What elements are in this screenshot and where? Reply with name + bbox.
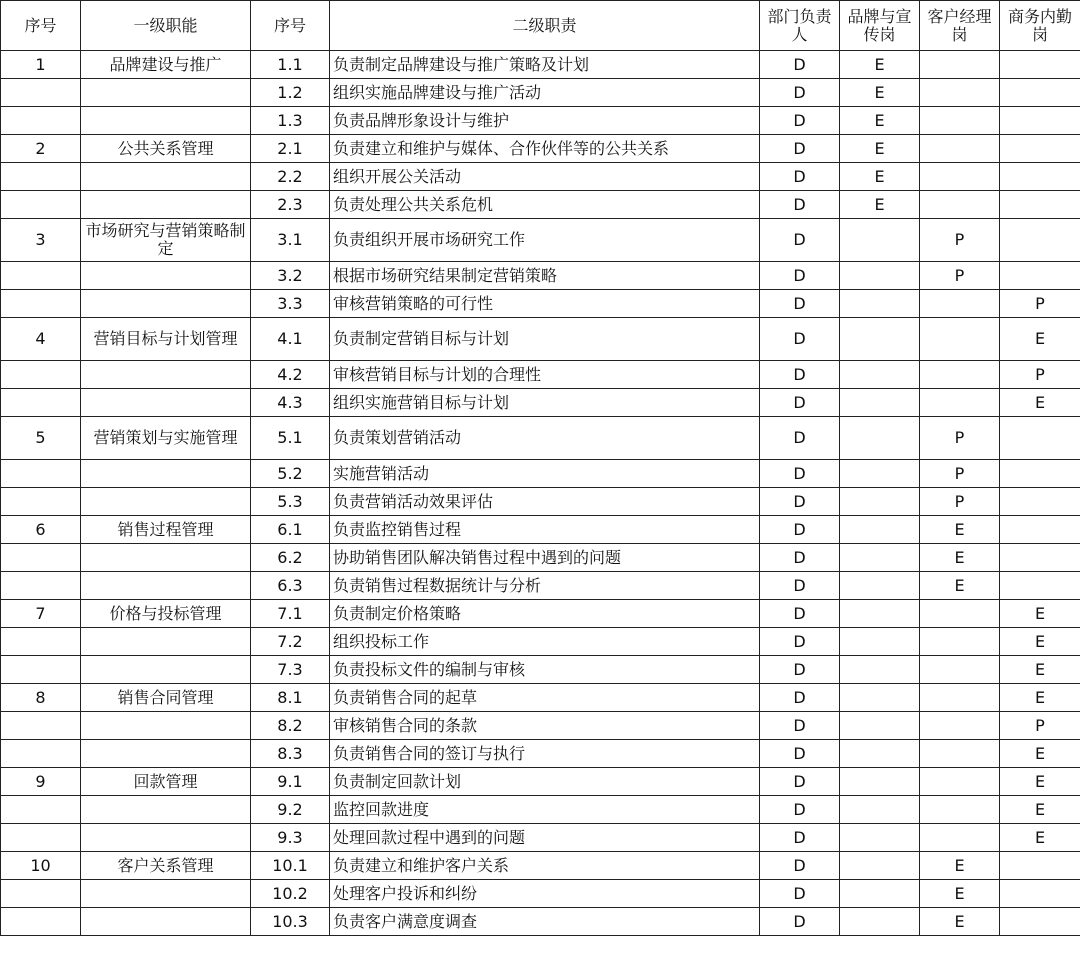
cell-secondary-duty: 负责建立和维护与媒体、合作伙伴等的公共关系 [330,135,760,163]
cell-secondary-seq: 4.1 [251,318,330,361]
cell-role-business-support: E [1000,656,1080,684]
cell-secondary-duty: 监控回款进度 [330,796,760,824]
cell-secondary-seq: 9.1 [251,768,330,796]
cell-primary-seq: 6 [1,516,81,544]
cell-secondary-seq: 4.3 [251,389,330,417]
cell-role-brand [840,768,920,796]
cell-secondary-duty: 负责制定营销目标与计划 [330,318,760,361]
cell-primary-function [81,880,251,908]
cell-primary-function [81,628,251,656]
table-row [1,796,1080,824]
cell-role-brand: E [840,51,920,79]
cell-secondary-seq: 8.3 [251,740,330,768]
cell-secondary-duty: 负责投标文件的编制与审核 [330,656,760,684]
cell-primary-function: 品牌建设与推广 [81,51,251,79]
table-row [1,191,1080,219]
cell-role-brand [840,219,920,262]
cell-role-account-manager [920,135,1000,163]
cell-secondary-duty: 负责策划营销活动 [330,417,760,460]
cell-primary-seq [1,488,81,516]
cell-role-department-head: D [760,135,840,163]
cell-role-account-manager [920,361,1000,389]
table-row [1,684,1080,712]
cell-role-account-manager [920,318,1000,361]
cell-primary-seq: 9 [1,768,81,796]
cell-secondary-duty: 负责销售合同的起草 [330,684,760,712]
cell-secondary-seq: 8.1 [251,684,330,712]
cell-secondary-duty: 处理回款过程中遇到的问题 [330,824,760,852]
cell-role-business-support [1000,135,1080,163]
header-primary-function: 一级职能 [81,1,251,51]
cell-primary-seq [1,290,81,318]
cell-primary-function [81,824,251,852]
cell-role-department-head: D [760,516,840,544]
cell-secondary-seq: 2.3 [251,191,330,219]
cell-role-business-support [1000,880,1080,908]
cell-role-department-head: D [760,417,840,460]
cell-secondary-duty: 负责组织开展市场研究工作 [330,219,760,262]
cell-role-account-manager: E [920,908,1000,936]
table-row [1,768,1080,796]
cell-primary-function: 价格与投标管理 [81,600,251,628]
cell-secondary-seq: 6.2 [251,544,330,572]
cell-primary-seq: 5 [1,417,81,460]
cell-role-brand [840,361,920,389]
cell-role-department-head: D [760,262,840,290]
cell-primary-function [81,572,251,600]
cell-role-business-support [1000,544,1080,572]
cell-role-account-manager: E [920,516,1000,544]
cell-primary-function: 回款管理 [81,768,251,796]
cell-role-brand [840,572,920,600]
cell-primary-seq [1,796,81,824]
cell-role-business-support [1000,163,1080,191]
cell-primary-seq: 7 [1,600,81,628]
cell-role-brand [840,656,920,684]
cell-role-account-manager [920,796,1000,824]
cell-secondary-duty: 负责客户满意度调查 [330,908,760,936]
cell-secondary-duty: 组织实施品牌建设与推广活动 [330,79,760,107]
cell-role-account-manager [920,191,1000,219]
cell-secondary-duty: 负责制定品牌建设与推广策略及计划 [330,51,760,79]
cell-role-department-head: D [760,628,840,656]
cell-primary-seq [1,740,81,768]
cell-primary-function [81,740,251,768]
cell-primary-function: 营销策划与实施管理 [81,417,251,460]
cell-primary-function [81,191,251,219]
cell-primary-seq [1,880,81,908]
table-row [1,107,1080,135]
cell-secondary-seq: 9.2 [251,796,330,824]
cell-secondary-duty: 负责处理公共关系危机 [330,191,760,219]
cell-role-department-head: D [760,572,840,600]
cell-role-account-manager [920,628,1000,656]
cell-primary-seq [1,544,81,572]
cell-secondary-seq: 4.2 [251,361,330,389]
cell-secondary-duty: 审核销售合同的条款 [330,712,760,740]
cell-role-business-support: E [1000,768,1080,796]
cell-secondary-seq: 8.2 [251,712,330,740]
cell-primary-function: 销售合同管理 [81,684,251,712]
cell-primary-function [81,796,251,824]
cell-primary-seq [1,460,81,488]
cell-role-brand: E [840,163,920,191]
cell-primary-seq: 10 [1,852,81,880]
cell-role-department-head: D [760,768,840,796]
cell-role-business-support [1000,417,1080,460]
cell-role-brand [840,852,920,880]
table-header-row [1,1,1080,51]
cell-role-account-manager [920,712,1000,740]
cell-role-department-head: D [760,79,840,107]
cell-role-department-head: D [760,107,840,135]
cell-secondary-seq: 10.1 [251,852,330,880]
table-row [1,163,1080,191]
cell-primary-function [81,79,251,107]
cell-role-department-head: D [760,318,840,361]
cell-primary-seq [1,107,81,135]
cell-role-account-manager [920,107,1000,135]
cell-secondary-duty: 审核营销策略的可行性 [330,290,760,318]
cell-primary-function: 客户关系管理 [81,852,251,880]
cell-role-brand [840,318,920,361]
cell-secondary-duty: 协助销售团队解决销售过程中遇到的问题 [330,544,760,572]
cell-secondary-duty: 审核营销目标与计划的合理性 [330,361,760,389]
cell-role-business-support: E [1000,796,1080,824]
header-seq-primary: 序号 [1,1,81,51]
cell-primary-seq: 1 [1,51,81,79]
cell-primary-function [81,163,251,191]
cell-role-brand: E [840,79,920,107]
table-row [1,824,1080,852]
cell-primary-function [81,262,251,290]
cell-secondary-seq: 3.3 [251,290,330,318]
header-role-department-head: 部门负责人 [760,1,840,51]
cell-role-brand [840,880,920,908]
cell-role-account-manager [920,600,1000,628]
cell-primary-function [81,488,251,516]
cell-role-brand [840,389,920,417]
table-row [1,908,1080,936]
cell-secondary-seq: 2.1 [251,135,330,163]
cell-primary-seq [1,389,81,417]
cell-role-business-support: E [1000,318,1080,361]
cell-primary-function: 公共关系管理 [81,135,251,163]
cell-secondary-seq: 10.3 [251,908,330,936]
cell-role-brand [840,740,920,768]
cell-role-department-head: D [760,740,840,768]
table-row [1,488,1080,516]
table-row [1,290,1080,318]
cell-role-business-support [1000,79,1080,107]
cell-role-business-support: P [1000,290,1080,318]
header-seq-secondary: 序号 [251,1,330,51]
table-row [1,135,1080,163]
cell-role-business-support: P [1000,361,1080,389]
cell-role-department-head: D [760,488,840,516]
cell-role-business-support [1000,852,1080,880]
cell-role-department-head: D [760,191,840,219]
cell-secondary-seq: 1.2 [251,79,330,107]
cell-primary-function: 营销目标与计划管理 [81,318,251,361]
cell-role-brand [840,516,920,544]
cell-role-account-manager: E [920,852,1000,880]
cell-role-business-support: P [1000,712,1080,740]
cell-secondary-seq: 7.1 [251,600,330,628]
cell-primary-function [81,712,251,740]
table-row [1,516,1080,544]
cell-role-account-manager: P [920,262,1000,290]
cell-role-department-head: D [760,460,840,488]
cell-primary-seq [1,712,81,740]
cell-role-business-support: E [1000,389,1080,417]
cell-primary-seq [1,824,81,852]
table-row [1,852,1080,880]
cell-role-account-manager [920,389,1000,417]
cell-role-business-support: E [1000,684,1080,712]
cell-primary-seq [1,361,81,389]
cell-role-department-head: D [760,852,840,880]
cell-secondary-duty: 负责销售过程数据统计与分析 [330,572,760,600]
cell-role-account-manager [920,51,1000,79]
cell-role-department-head: D [760,796,840,824]
cell-role-brand [840,262,920,290]
cell-secondary-duty: 负责品牌形象设计与维护 [330,107,760,135]
cell-secondary-duty: 负责营销活动效果评估 [330,488,760,516]
cell-primary-function [81,908,251,936]
cell-primary-seq [1,191,81,219]
cell-role-account-manager: P [920,460,1000,488]
cell-role-account-manager: P [920,219,1000,262]
table-row [1,572,1080,600]
cell-primary-seq [1,262,81,290]
cell-role-business-support [1000,488,1080,516]
cell-role-brand [840,290,920,318]
cell-role-department-head: D [760,163,840,191]
cell-secondary-seq: 1.3 [251,107,330,135]
cell-role-business-support [1000,908,1080,936]
cell-role-department-head: D [760,824,840,852]
table-row [1,79,1080,107]
cell-role-department-head: D [760,712,840,740]
cell-secondary-duty: 实施营销活动 [330,460,760,488]
cell-primary-seq: 2 [1,135,81,163]
cell-role-department-head: D [760,880,840,908]
cell-primary-seq [1,908,81,936]
cell-primary-seq: 8 [1,684,81,712]
cell-primary-seq [1,572,81,600]
cell-secondary-seq: 3.2 [251,262,330,290]
cell-primary-function [81,656,251,684]
cell-role-business-support [1000,219,1080,262]
cell-role-brand [840,417,920,460]
cell-role-account-manager: E [920,572,1000,600]
cell-secondary-duty: 负责建立和维护客户关系 [330,852,760,880]
cell-role-business-support [1000,460,1080,488]
cell-secondary-seq: 9.3 [251,824,330,852]
cell-secondary-seq: 7.3 [251,656,330,684]
cell-role-account-manager [920,163,1000,191]
cell-secondary-duty: 处理客户投诉和纠纷 [330,880,760,908]
cell-primary-function [81,460,251,488]
cell-role-business-support: E [1000,600,1080,628]
cell-role-business-support [1000,191,1080,219]
cell-secondary-duty: 根据市场研究结果制定营销策略 [330,262,760,290]
cell-role-account-manager [920,656,1000,684]
cell-role-account-manager [920,79,1000,107]
cell-role-account-manager: E [920,880,1000,908]
cell-primary-function [81,107,251,135]
cell-primary-function: 市场研究与营销策略制定 [81,219,251,262]
cell-secondary-seq: 5.1 [251,417,330,460]
table-row [1,219,1080,262]
cell-primary-seq [1,628,81,656]
cell-secondary-seq: 1.1 [251,51,330,79]
cell-role-department-head: D [760,656,840,684]
cell-role-department-head: D [760,361,840,389]
header-role-account-manager: 客户经理岗 [920,1,1000,51]
cell-role-account-manager [920,290,1000,318]
table-row [1,712,1080,740]
cell-role-brand [840,628,920,656]
cell-primary-function [81,361,251,389]
table-row [1,51,1080,79]
table-row [1,628,1080,656]
cell-role-account-manager: P [920,488,1000,516]
cell-role-brand [840,600,920,628]
cell-role-brand: E [840,135,920,163]
cell-role-brand [840,488,920,516]
cell-secondary-seq: 6.3 [251,572,330,600]
cell-role-department-head: D [760,290,840,318]
cell-role-department-head: D [760,600,840,628]
cell-role-department-head: D [760,389,840,417]
cell-secondary-seq: 5.2 [251,460,330,488]
table-row [1,318,1080,361]
cell-role-department-head: D [760,51,840,79]
cell-primary-seq: 4 [1,318,81,361]
cell-role-brand [840,796,920,824]
cell-role-department-head: D [760,908,840,936]
cell-secondary-seq: 2.2 [251,163,330,191]
cell-secondary-duty: 组织开展公关活动 [330,163,760,191]
cell-role-business-support [1000,262,1080,290]
cell-role-brand [840,544,920,572]
cell-secondary-seq: 3.1 [251,219,330,262]
cell-role-account-manager: E [920,544,1000,572]
table-row [1,460,1080,488]
cell-role-account-manager: P [920,417,1000,460]
cell-secondary-seq: 6.1 [251,516,330,544]
cell-primary-function: 销售过程管理 [81,516,251,544]
cell-primary-seq [1,79,81,107]
table-row [1,389,1080,417]
cell-primary-seq [1,163,81,191]
cell-role-department-head: D [760,544,840,572]
cell-primary-function [81,544,251,572]
cell-role-department-head: D [760,684,840,712]
cell-secondary-duty: 组织投标工作 [330,628,760,656]
cell-primary-seq [1,656,81,684]
cell-role-brand [840,712,920,740]
cell-secondary-duty: 负责制定价格策略 [330,600,760,628]
cell-secondary-seq: 5.3 [251,488,330,516]
cell-role-account-manager [920,768,1000,796]
cell-secondary-seq: 7.2 [251,628,330,656]
cell-role-business-support: E [1000,740,1080,768]
cell-role-brand: E [840,191,920,219]
table-row [1,262,1080,290]
cell-role-brand [840,824,920,852]
cell-role-account-manager [920,824,1000,852]
cell-primary-function [81,389,251,417]
cell-role-business-support [1000,572,1080,600]
header-role-business-support: 商务内勤岗 [1000,1,1080,51]
cell-secondary-seq: 10.2 [251,880,330,908]
cell-role-business-support [1000,516,1080,544]
cell-secondary-duty: 负责制定回款计划 [330,768,760,796]
table-row [1,544,1080,572]
cell-role-brand [840,908,920,936]
cell-secondary-duty: 负责销售合同的签订与执行 [330,740,760,768]
cell-role-account-manager [920,684,1000,712]
table-row [1,880,1080,908]
cell-role-business-support [1000,107,1080,135]
cell-primary-function [81,290,251,318]
cell-role-business-support [1000,51,1080,79]
cell-role-brand [840,684,920,712]
cell-secondary-duty: 负责监控销售过程 [330,516,760,544]
header-role-brand: 品牌与宣传岗 [840,1,920,51]
header-secondary-duty: 二级职责 [330,1,760,51]
cell-role-department-head: D [760,219,840,262]
table-row [1,656,1080,684]
cell-role-brand: E [840,107,920,135]
table-row [1,600,1080,628]
table-row [1,417,1080,460]
cell-role-account-manager [920,740,1000,768]
cell-role-business-support: E [1000,628,1080,656]
table-body [1,51,1080,936]
table-row [1,740,1080,768]
cell-role-brand [840,460,920,488]
cell-secondary-duty: 组织实施营销目标与计划 [330,389,760,417]
cell-primary-seq: 3 [1,219,81,262]
cell-role-business-support: E [1000,824,1080,852]
table-row [1,361,1080,389]
